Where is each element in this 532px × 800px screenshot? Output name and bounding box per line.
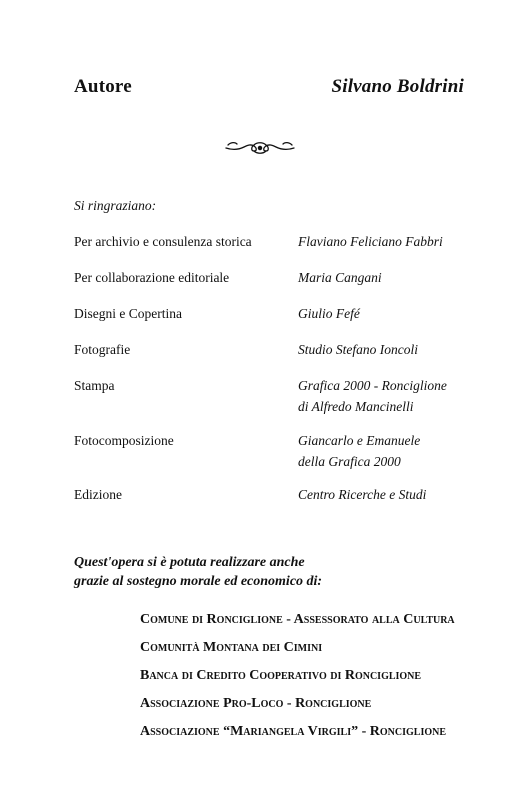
sponsor-intro-line: grazie al sostegno morale ed economico di: [74,574,323,589]
credit-value-line: Centro Ricerche e Studi [298,487,427,502]
credit-value-line: Giulio Fefé [298,306,360,321]
credit-value-line: Giancarlo e Emanuele [298,433,421,448]
sponsor-item: Banca di Credito Cooperativo di Ronciglione [140,668,422,683]
credit-role: Fotografie [74,342,131,357]
credit-value-line: Flaviano Feliciano Fabbri [298,234,443,249]
sponsor-item: Associazione Pro-Loco - Ronciglione [140,696,372,711]
author-label: Autore [74,76,132,97]
flourish-ornament-icon [224,136,296,156]
credit-value [298,267,382,288]
credit-role: Per archivio e consulenza storica [74,234,252,249]
credit-value [298,430,420,472]
sponsor-item: Comune di Ronciglione - Assessorato alla Cultura [140,612,455,627]
credit-role: Per collaborazione editoriale [74,270,230,285]
credit-value-line: di Alfredo Mancinelli [298,399,414,414]
credit-value-line: Grafica 2000 - Ronciglione [298,378,447,393]
author-header [74,76,464,106]
credit-value-line: della Grafica 2000 [298,454,401,469]
sponsor-intro-line: Quest'opera si è potuta realizzare anche [74,555,305,570]
author-name: Silvano Boldrini [331,76,464,97]
credit-role: Fotocomposizione [74,433,174,448]
sponsor-item: Associazione “Mariangela Virgili” - Ronciglione [140,724,447,739]
thanks-heading: Si ringraziano: [74,198,157,213]
credit-value [298,303,360,324]
credit-role: Stampa [74,378,115,393]
credit-value [298,231,443,252]
credit-value [298,375,447,417]
credit-value-line: Maria Cangani [298,270,382,285]
credit-value-line: Studio Stefano Ioncoli [298,342,418,357]
sponsor-item: Comunità Montana dei Cimini [140,640,323,655]
credit-value [298,484,426,505]
sponsor-intro [74,553,474,591]
sponsor-list [140,610,510,750]
credit-role: Edizione [74,487,122,502]
credit-value [298,339,418,360]
credit-role: Disegni e Copertina [74,306,182,321]
